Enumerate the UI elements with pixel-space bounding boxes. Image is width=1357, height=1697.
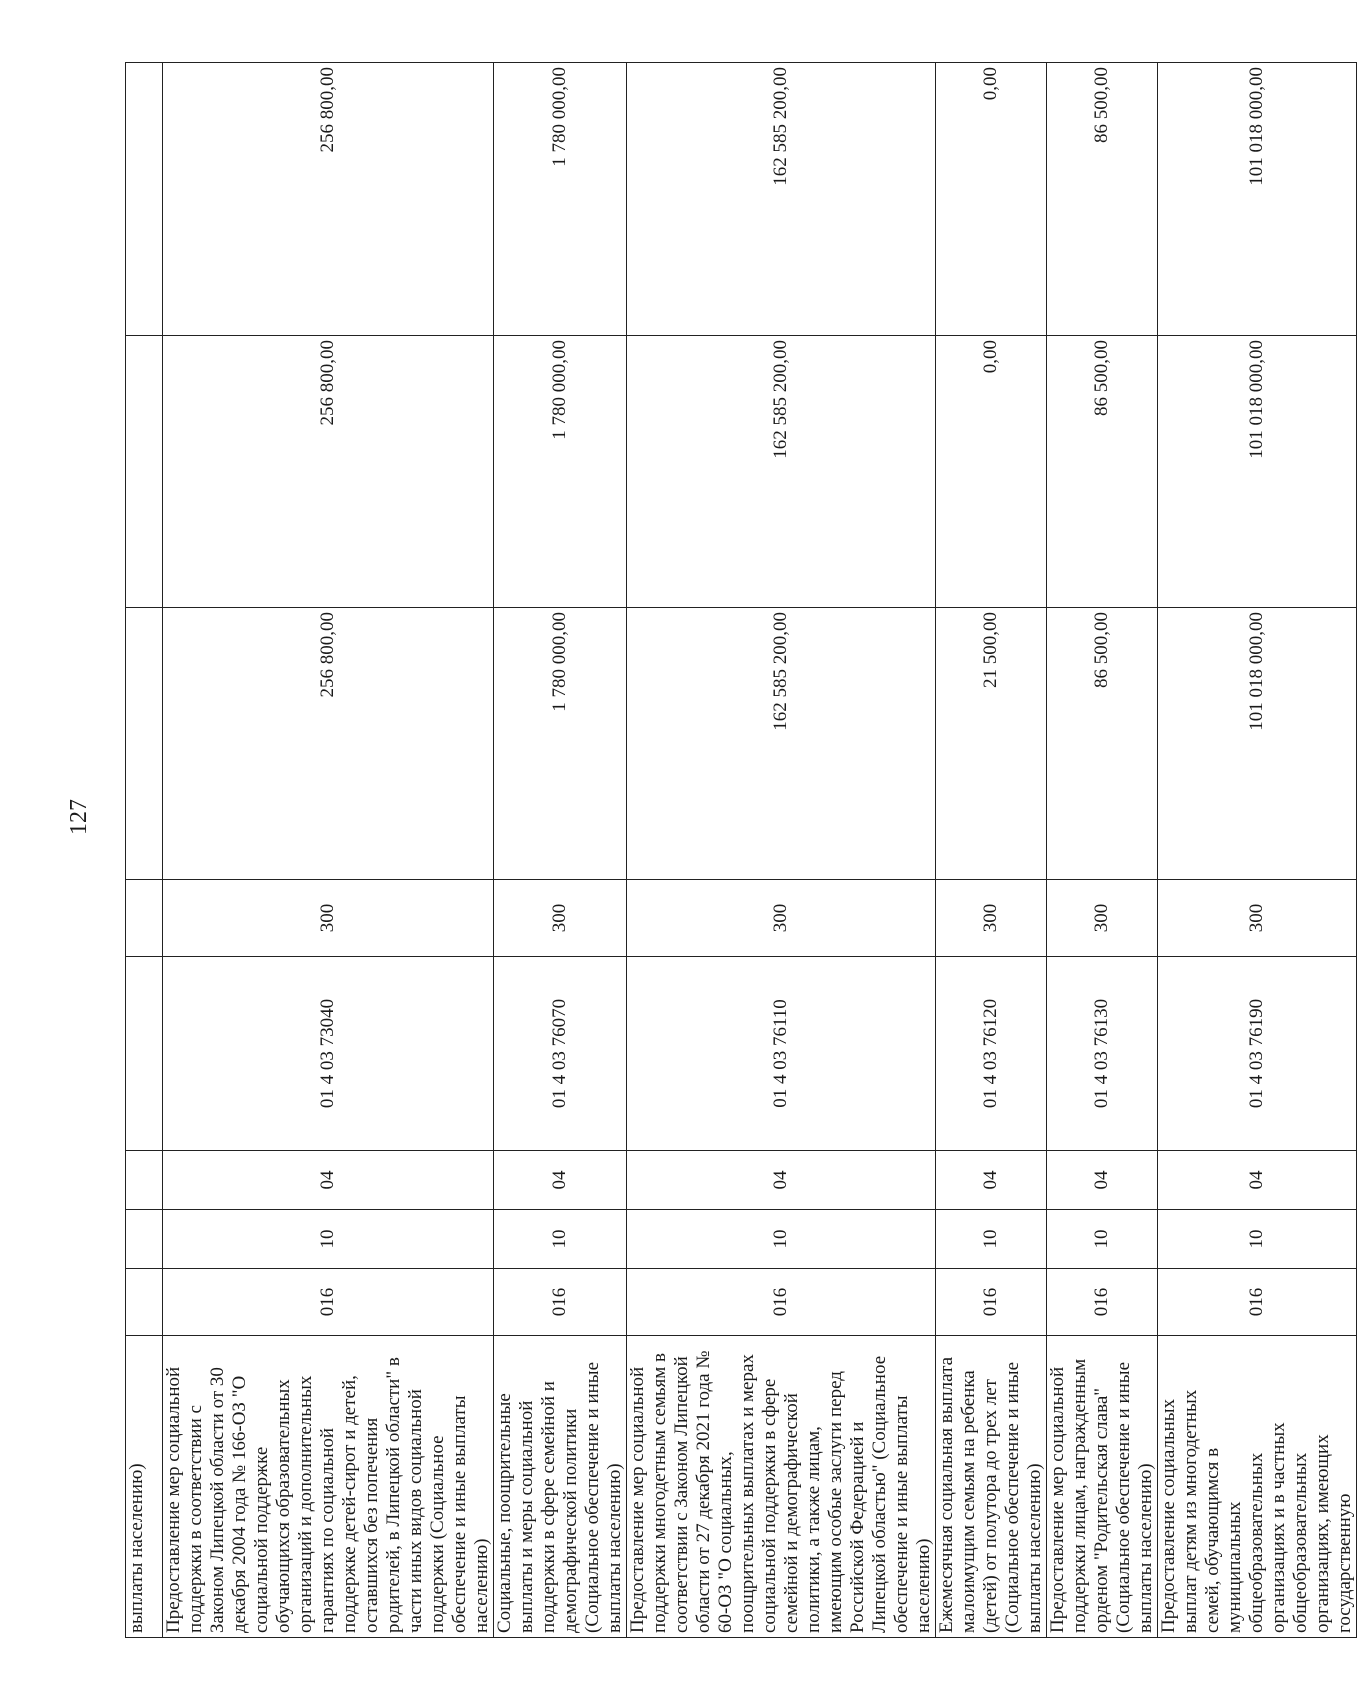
row-description: Предоставление мер социальной поддержки многодетным семьям в соответствии с Законом Липецкой области от 27 декабря 2021 года № 60-ОЗ "О социальных, поощрительных выплатах и мерах социальной поддержки в сфере семейной и демографической политики, а также лицам, имеющим особые заслуги перед Российской Федерацией и Липецкой областью" (Социальное обеспечение и иные выплаты населению) [627,1336,936,1638]
target-code: 01 4 03 76130 [1047,957,1158,1151]
target-code: 01 4 03 76070 [494,957,627,1151]
table-row [1158,63,1357,1638]
expense-type-code: 300 [936,880,1047,957]
table-row [1047,63,1158,1638]
subsection-code: 04 [627,1151,936,1210]
target-code: 01 4 03 73040 [163,957,494,1151]
amount-year-1: 86 500,00 [1047,608,1158,880]
subsection-code: 04 [1047,1151,1158,1210]
amount-year-3: 0,00 [936,63,1047,336]
amount-year-1: 21 500,00 [936,608,1047,880]
section-code [126,1210,163,1269]
amount-year-2 [126,336,163,608]
amount-year-3: 1 780 000,00 [494,63,627,336]
admin-code: 016 [1158,1269,1357,1336]
subsection-code: 04 [494,1151,627,1210]
amount-year-3: 162 585 200,00 [627,63,936,336]
amount-year-3: 101 018 000,00 [1158,63,1357,336]
budget-table [125,62,1357,1638]
expense-type-code: 300 [494,880,627,957]
table-row [163,63,494,1638]
row-description: Социальные, поощрительные выплаты и меры социальной поддержки в сфере семейной и демографической политики (Социальное обеспечение и иные выплаты населению) [494,1336,627,1638]
target-code: 01 4 03 76110 [627,957,936,1151]
amount-year-3: 256 800,00 [163,63,494,336]
amount-year-2: 1 780 000,00 [494,336,627,608]
expense-type-code: 300 [1158,880,1357,957]
target-code: 01 4 03 76120 [936,957,1047,1151]
subsection-code: 04 [936,1151,1047,1210]
section-code: 10 [1047,1210,1158,1269]
row-description: Предоставление мер социальной поддержки в соответствии с Законом Липецкой области от 30 декабря 2004 года № 166-ОЗ "О социальной поддержке обучающихся образовательных организаций и дополнительных гарантиях по социальной поддержке детей-сирот и детей, оставшихся без попечения родителей, в Липецкой области" в части иных видов социальной поддержки (Социальное обеспечение и иные выплаты населению) [163,1336,494,1638]
row-description: Предоставление мер социальной поддержки лицам, награжденным орденом "Родительская слава" (Социальное обеспечение и иные выплаты населению) [1047,1336,1158,1638]
amount-year-2: 162 585 200,00 [627,336,936,608]
admin-code: 016 [627,1269,936,1336]
amount-year-1: 256 800,00 [163,608,494,880]
section-code: 10 [627,1210,936,1269]
section-code: 10 [494,1210,627,1269]
expense-type-code [126,880,163,957]
expense-type-code: 300 [163,880,494,957]
admin-code: 016 [163,1269,494,1336]
amount-year-3: 86 500,00 [1047,63,1158,336]
subsection-code: 04 [1158,1151,1357,1210]
amount-year-1 [126,608,163,880]
admin-code [126,1269,163,1336]
amount-year-2: 101 018 000,00 [1158,336,1357,608]
table-row [936,63,1047,1638]
amount-year-2: 0,00 [936,336,1047,608]
subsection-code: 04 [163,1151,494,1210]
table-row [627,63,936,1638]
expense-type-code: 300 [627,880,936,957]
amount-year-1: 101 018 000,00 [1158,608,1357,880]
page-number: 127 [66,799,92,835]
expense-type-code: 300 [1047,880,1158,957]
amount-year-3 [126,63,163,336]
subsection-code [126,1151,163,1210]
admin-code: 016 [936,1269,1047,1336]
amount-year-2: 256 800,00 [163,336,494,608]
amount-year-1: 162 585 200,00 [627,608,936,880]
amount-year-2: 86 500,00 [1047,336,1158,608]
section-code: 10 [936,1210,1047,1269]
budget-table-rotated [125,63,1355,1638]
row-description: выплаты населению) [126,1336,163,1638]
row-description: Ежемесячная социальная выплата малоимущим семьям на ребенка (детей) от полутора до трех лет (Социальное обеспечение и иные выплаты населению) [936,1336,1047,1638]
target-code: 01 4 03 76190 [1158,957,1357,1151]
admin-code: 016 [1047,1269,1158,1336]
row-description: Предоставление социальных выплат детям из многодетных семей, обучающимся в муниципальных общеобразовательных организациях и в частных общеобразовательных организациях, имеющих государственную [1158,1336,1357,1638]
admin-code: 016 [494,1269,627,1336]
section-code: 10 [1158,1210,1357,1269]
amount-year-1: 1 780 000,00 [494,608,627,880]
table-row [126,63,163,1638]
target-code [126,957,163,1151]
section-code: 10 [163,1210,494,1269]
table-row [494,63,627,1638]
